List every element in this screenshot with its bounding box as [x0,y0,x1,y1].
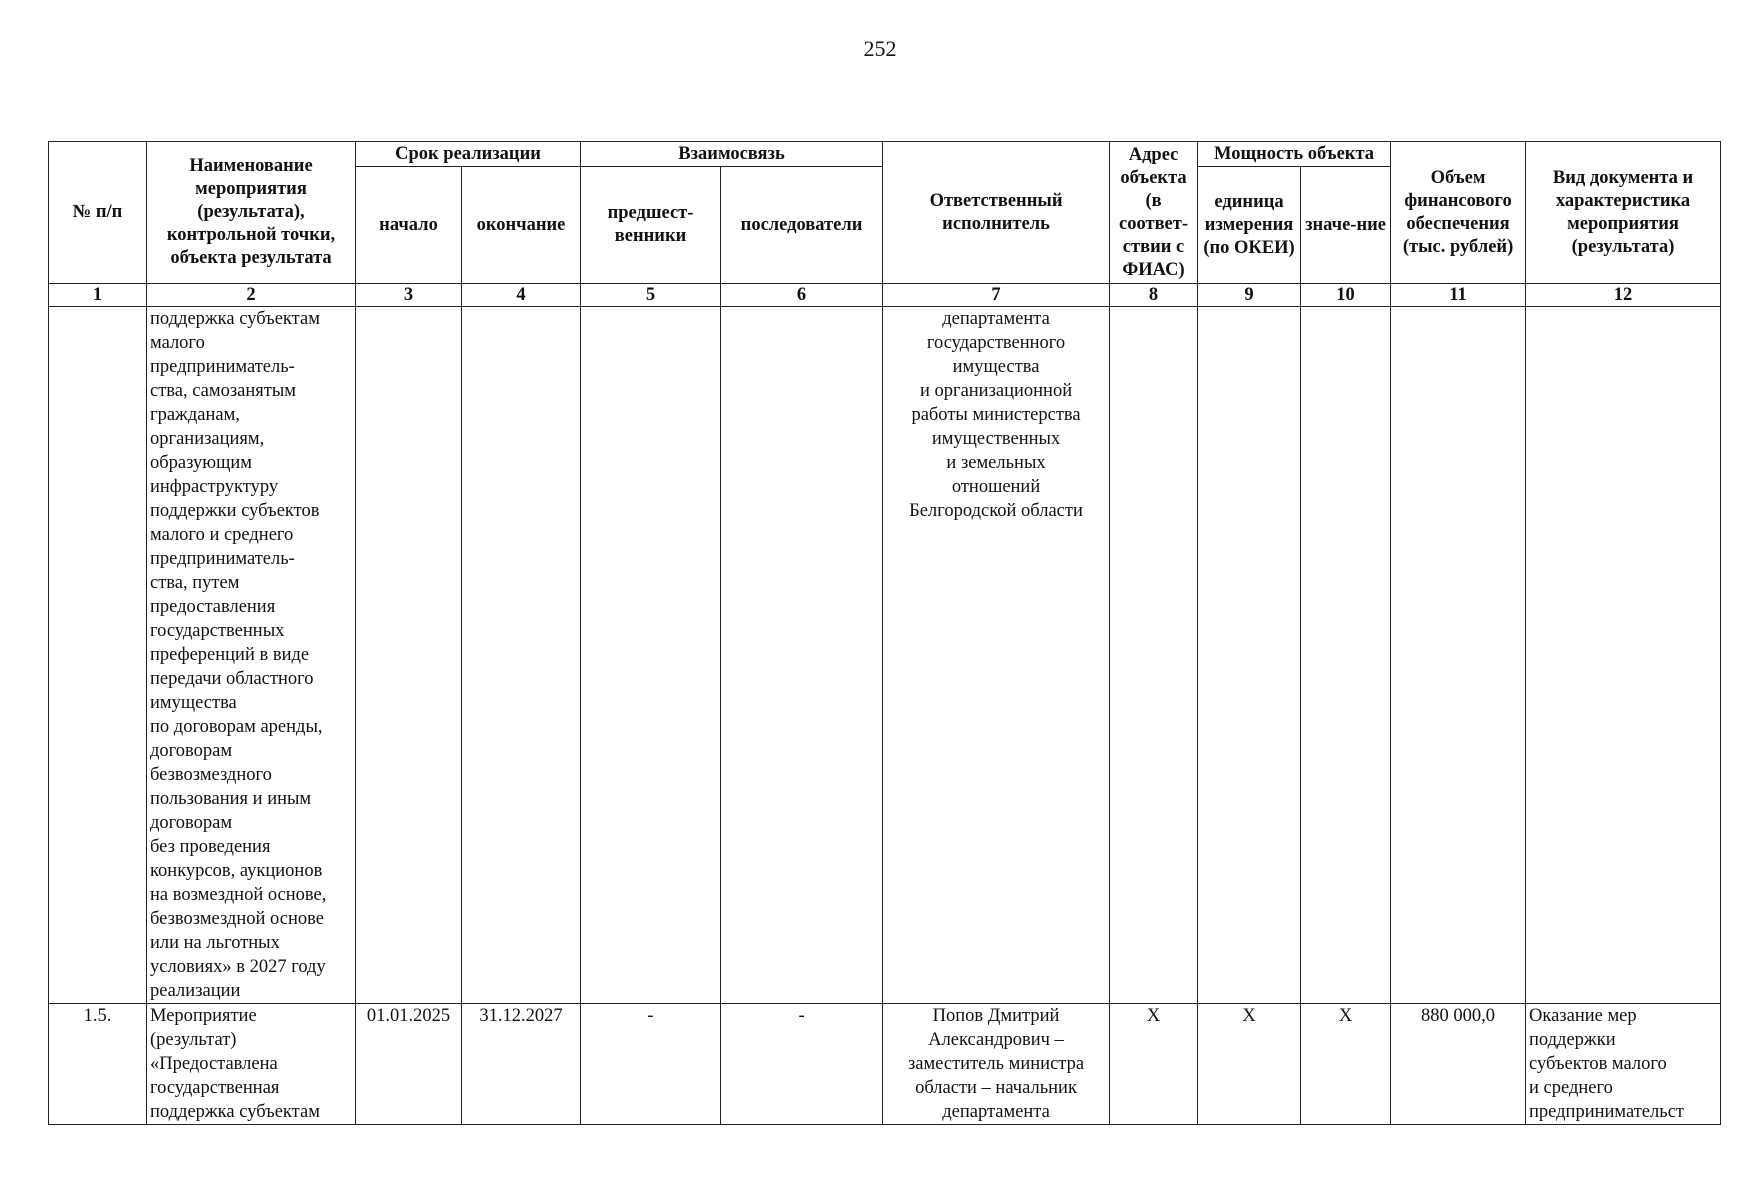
cell-text-line: ства, путем [150,573,240,593]
cell-end [462,307,581,1004]
cell-predecessors: - [581,1004,721,1125]
column-number: 2 [147,284,356,307]
plan-table [48,141,1721,1125]
cell-text-line: поддержки субъектов [150,501,320,521]
cell-text-line: организациям, [150,429,265,449]
cell-successors [721,307,883,1004]
cell-text-line: предприниматель- [150,357,295,377]
cell-text-line: реализации [150,981,241,1001]
header-value: значе-ние [1301,167,1391,284]
cell-text-line: поддержка субъектам [150,309,320,329]
cell-name [147,307,356,1004]
cell-text-line: конкурсов, аукционов [150,861,323,881]
cell-value: Х [1301,1004,1391,1125]
column-number: 3 [356,284,462,307]
cell-responsible [883,1004,1110,1125]
column-number: 1 [49,284,147,307]
cell-text-line: Белгородской области [909,501,1083,521]
cell-text-line: имущества [952,357,1040,377]
cell-responsible [883,307,1110,1004]
cell-text-line: государственного [926,333,1066,353]
cell-text-line: инфраструктуру [150,477,279,497]
table-row [49,307,1721,1004]
cell-text-line: преференций в виде [150,645,310,665]
cell-text-line: безвозмездного [150,765,272,785]
cell-text-line: государственных [150,621,285,641]
cell-text-line: предпринимательст [1529,1102,1684,1122]
cell-text-line: государственная [150,1078,280,1098]
cell-finance [1391,307,1526,1004]
cell-text-line: Александрович – [928,1030,1064,1050]
cell-text-line: на возмездной основе, [150,885,327,905]
cell-text-line: малого и среднего [150,525,294,545]
cell-finance: 880 000,0 [1391,1004,1526,1125]
column-number: 10 [1301,284,1391,307]
cell-successors: - [721,1004,883,1125]
cell-text-line: или на льготных [150,933,280,953]
header-unit: единица измерения (по ОКЕИ) [1198,167,1301,284]
cell-address: Х [1110,1004,1198,1125]
cell-text-line: субъектов малого [1529,1054,1667,1074]
cell-start: 01.01.2025 [356,1004,462,1125]
cell-text-line: «Предоставлена [150,1054,278,1074]
column-number: 11 [1391,284,1526,307]
header-capacity: Мощность объекта [1198,142,1391,167]
cell-value [1301,307,1391,1004]
column-number: 7 [883,284,1110,307]
cell-text-line: отношений [951,477,1041,497]
cell-text-line: и среднего [1529,1078,1613,1098]
cell-text-line: без проведения [150,837,271,857]
cell-end: 31.12.2027 [462,1004,581,1125]
cell-text-line: условиях» в 2027 году [150,957,326,977]
header-predecessors: предшест-венники [581,167,721,284]
cell-text-line: передачи областного [150,669,314,689]
cell-text-line: имущества [150,693,237,713]
cell-address [1110,307,1198,1004]
cell-text-line: поддержка субъектам [150,1102,320,1122]
table-row [49,1004,1721,1125]
cell-text-line: пользования и иным [150,789,312,809]
header-start: начало [356,167,462,284]
cell-unit [1198,307,1301,1004]
cell-doc [1526,1004,1721,1125]
page-number: 252 [863,36,897,61]
column-number: 4 [462,284,581,307]
header-doc: Вид документа и характеристика мероприятия (результата) [1526,142,1721,284]
cell-text-line: договорам [150,813,233,833]
cell-text-line: Оказание мер [1529,1006,1637,1026]
cell-start [356,307,462,1004]
column-number: 6 [721,284,883,307]
header-link: Взаимосвязь [581,142,883,167]
cell-text-line: департамента [942,309,1050,329]
cell-predecessors [581,307,721,1004]
column-number: 9 [1198,284,1301,307]
cell-text-line: договорам [150,741,233,761]
cell-text-line: гражданам, [150,405,240,425]
header-period: Срок реализации [356,142,581,167]
column-number: 8 [1110,284,1198,307]
cell-text-line: Попов Дмитрий [932,1006,1060,1026]
cell-text-line: по договорам аренды, [150,717,323,737]
cell-text-line: предприниматель- [150,549,295,569]
column-numbers-row [49,284,1721,307]
cell-text-line: безвозмездной основе [150,909,324,929]
header-row-top [49,142,1721,167]
column-number: 12 [1526,284,1721,307]
cell-text-line: и земельных [946,453,1046,473]
cell-name [147,1004,356,1125]
header-name: Наименование мероприятия (результата), контрольной точки, объекта результата [147,142,356,284]
cell-text-line: департамента [942,1102,1050,1122]
header-responsible: Ответственный исполнитель [883,142,1110,284]
cell-text-line: заместитель министра [907,1054,1085,1074]
cell-text-line: работы министерства [911,405,1081,425]
cell-text-line: имущественных [931,429,1061,449]
cell-text-line: образующим [150,453,252,473]
cell-text-line: предоставления [150,597,276,617]
header-end: окончание [462,167,581,284]
cell-text-line: (результат) [150,1030,237,1050]
cell-text-line: поддержки [1529,1030,1616,1050]
cell-num: 1.5. [49,1004,147,1125]
cell-text-line: области – начальник [915,1078,1077,1098]
cell-num [49,307,147,1004]
cell-doc [1526,307,1721,1004]
cell-text-line: и организационной [919,381,1073,401]
column-number: 5 [581,284,721,307]
header-address: Адрес объекта (в соответ-ствии с ФИАС) [1110,142,1198,284]
cell-unit: Х [1198,1004,1301,1125]
cell-text-line: Мероприятие [150,1006,257,1026]
header-num: № п/п [49,142,147,284]
cell-text-line: ства, самозанятым [150,381,297,401]
cell-text-line: малого [150,333,205,353]
header-finance: Объем финансового обеспечения (тыс. рублей) [1391,142,1526,284]
header-successors: последователи [721,167,883,284]
